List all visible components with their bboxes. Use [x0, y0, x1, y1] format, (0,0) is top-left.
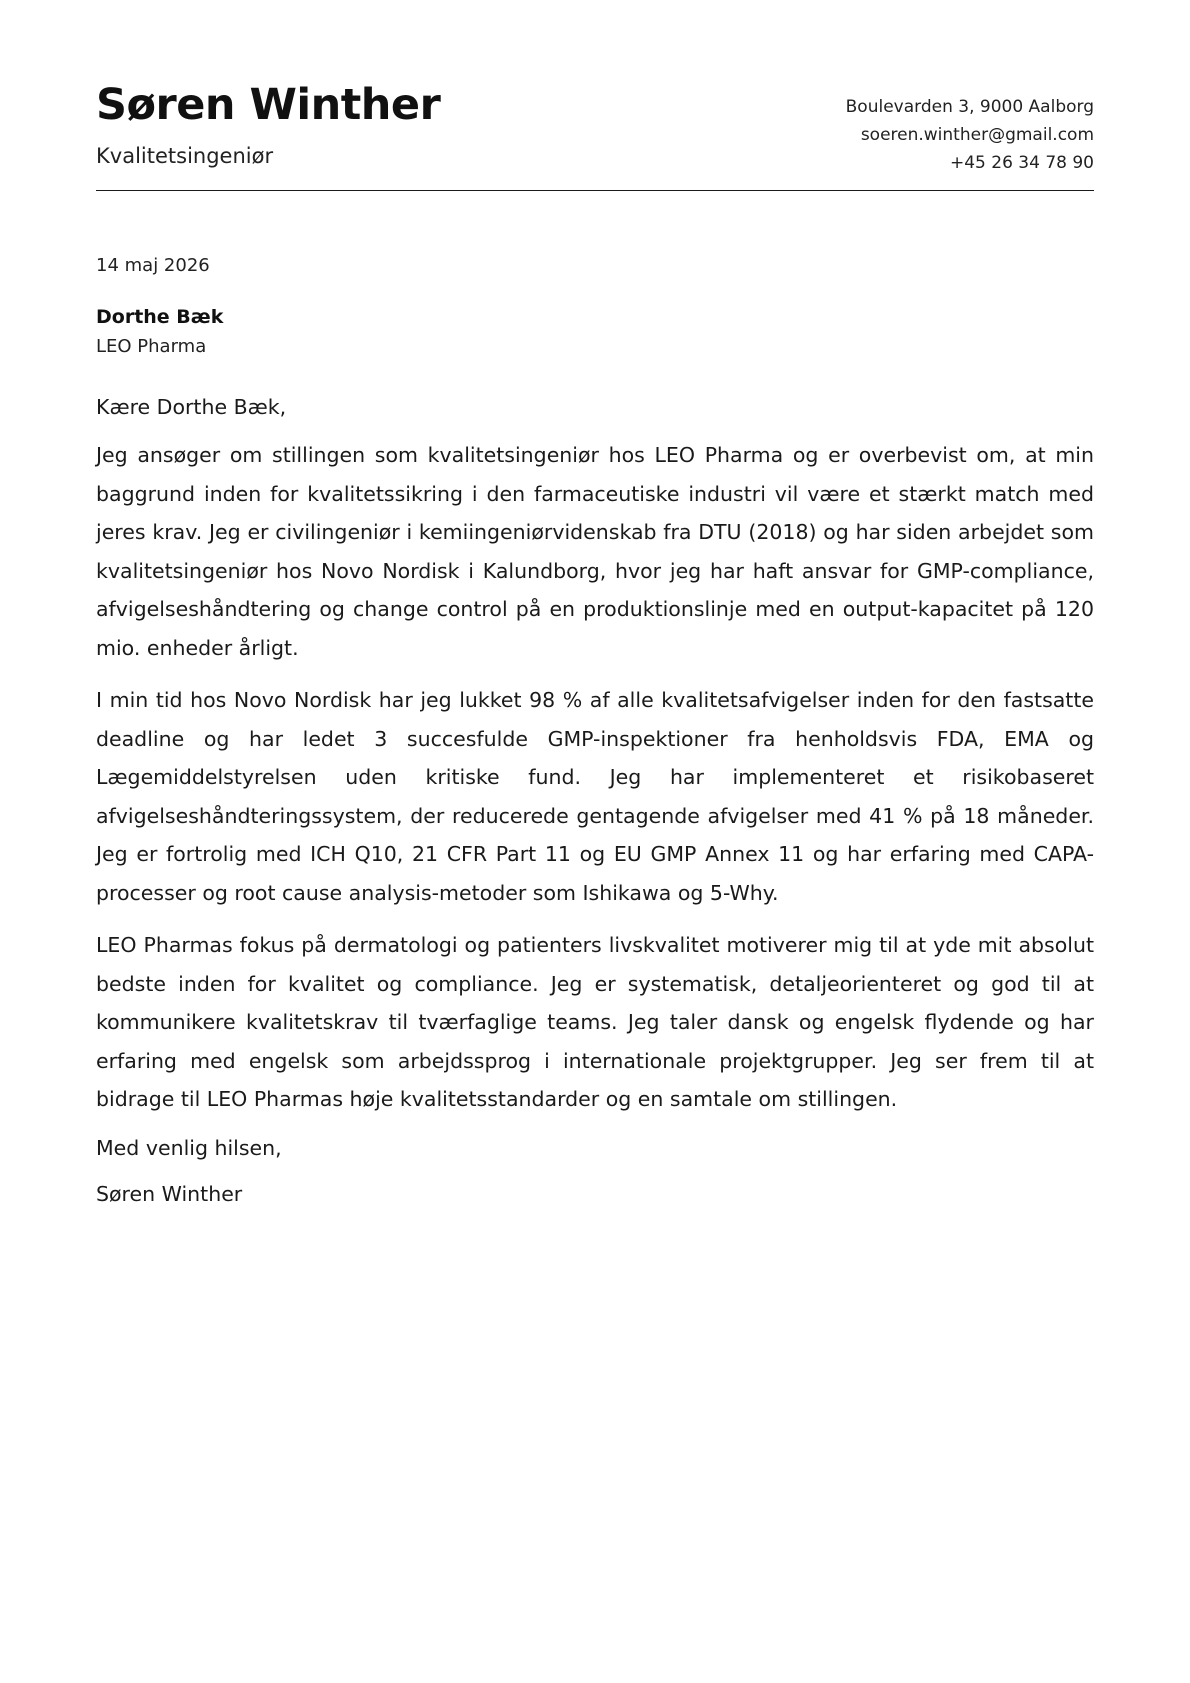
recipient-name: Dorthe Bæk — [96, 306, 224, 328]
sender-address: Boulevarden 3, 9000 Aalborg — [845, 97, 1094, 117]
salutation: Kære Dorthe Bæk, — [96, 395, 287, 419]
recipient-block — [96, 302, 1094, 362]
recipient-company: LEO Pharma — [96, 336, 207, 357]
sender-email: soeren.winther@gmail.com — [860, 125, 1094, 145]
sender-contact — [846, 93, 1094, 177]
body-paragraph: I min tid hos Novo Nordisk har jeg lukket 98 % af alle kvalitetsafvigelser inden for den fastsatte deadline og har ledet 3 succesfulde GMP-inspektioner fra henholdsvis FDA, EMA og Lægemiddelstyrelsen uden kritiske fund. Jeg har implementeret et risikobaseret afvigelseshåndteringssystem, der reducerede gentagende afvigelser med 41 % på 18 måneder. Jeg er fortrolig med ICH Q10, 21 CFR Part 11 og EU GMP Annex 11 og har erfaring med CAPA-processer og root cause analysis-metoder som Ishikawa og 5-Why. — [96, 688, 1094, 905]
sender-name: Søren Winther — [96, 80, 441, 130]
sender-phone: +45 26 34 78 90 — [949, 153, 1094, 173]
letter-body — [96, 436, 1094, 1119]
signature: Søren Winther — [96, 1181, 243, 1206]
letter-header — [96, 0, 1094, 191]
body-paragraph: Jeg ansøger om stillingen som kvalitetsingeniør hos LEO Pharma og er overbevist om, at min baggrund inden for kvalitetssikring i den farmaceutiske industri vil være et stærkt match med jeres krav. Jeg er civilingeniør i kemiingeniørvidenskab fra DTU (2018) og har siden arbejdet som kvalitetsingeniør hos Novo Nordisk i Kalundborg, hvor jeg har haft ansvar for GMP-compliance, afvigelseshåndtering og change control på en produktionslinje med en output-kapacitet på 120 mio. enheder årligt. — [96, 443, 1094, 660]
sender-title: Kvalitetsingeniør — [96, 144, 274, 168]
letter-date: 14 maj 2026 — [96, 255, 210, 276]
closing: Med venlig hilsen, — [96, 1135, 282, 1160]
body-paragraph: LEO Pharmas fokus på dermatologi og patienters livskvalitet motiverer mig til at yde mit absolut bedste inden for kvalitet og compliance. Jeg er systematisk, detaljeorienteret og god til at kommunikere kvalitetskrav til tværfaglige teams. Jeg taler dansk og engelsk flydende og har erfaring med engelsk som arbejdssprog i internationale projektgrupper. Jeg ser frem til at bidrage til LEO Pharmas høje kvalitetsstandarder og en samtale om stillingen. — [96, 933, 1094, 1111]
